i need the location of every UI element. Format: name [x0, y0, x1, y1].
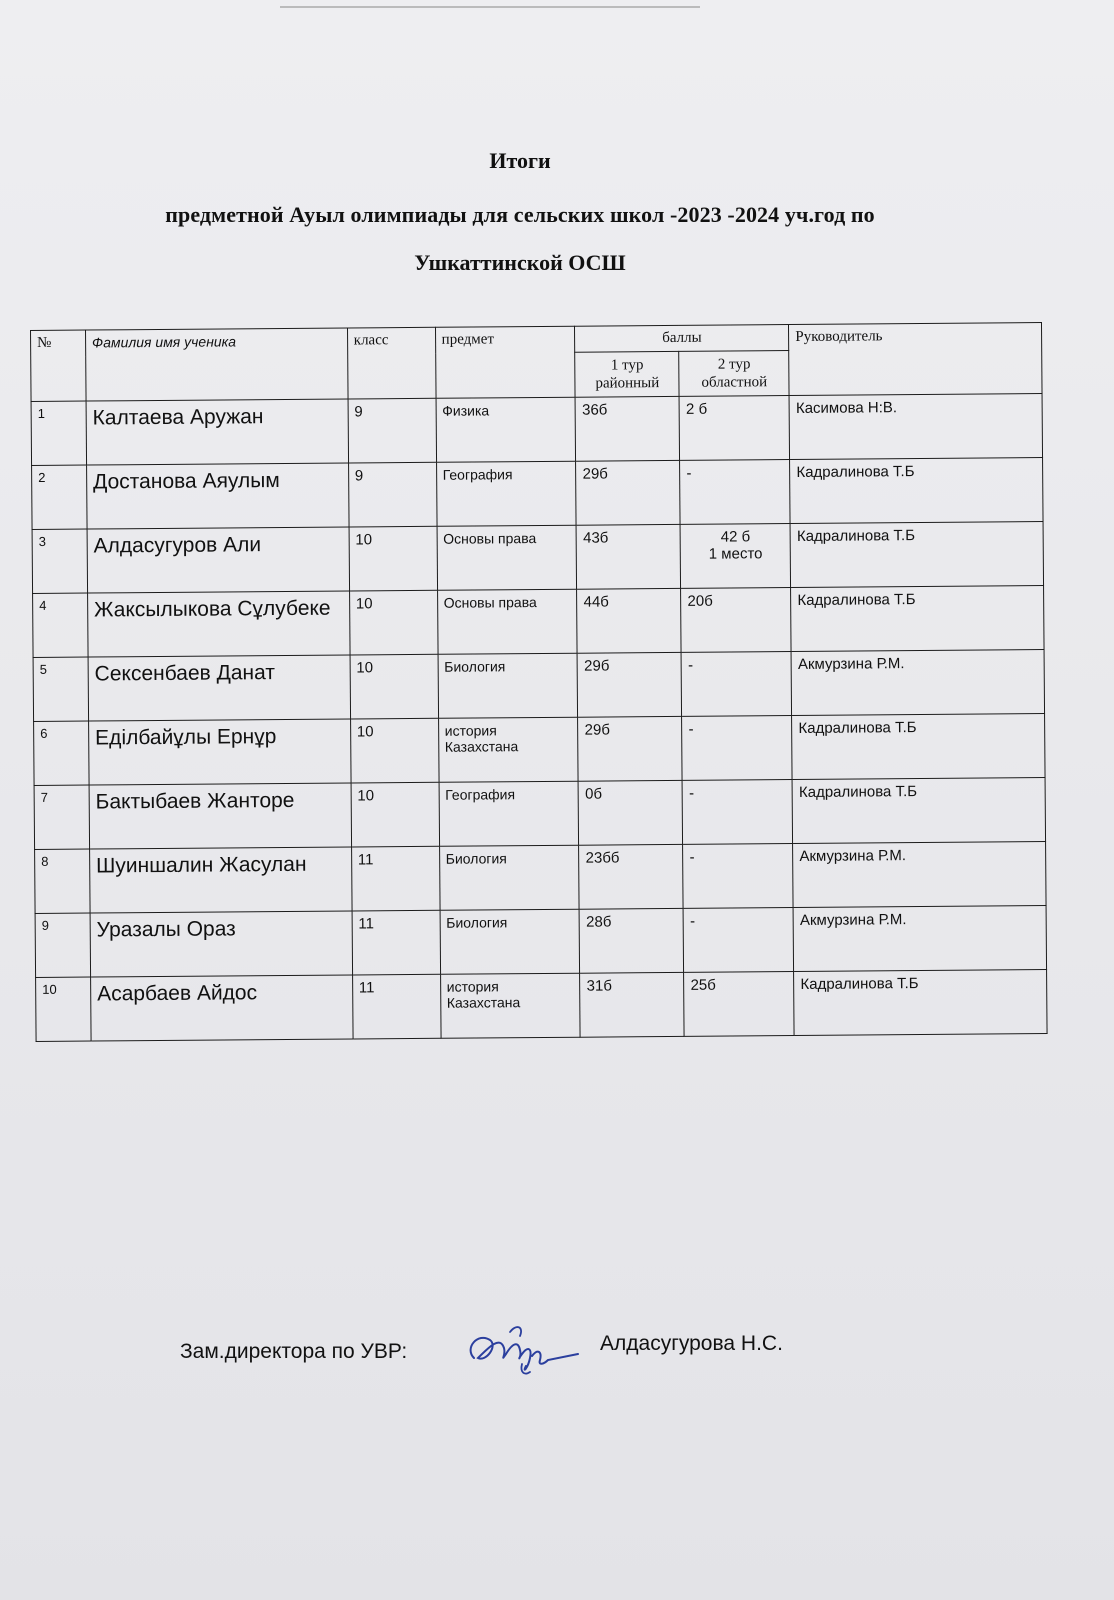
header-leader: Руководитель	[789, 323, 1042, 396]
header-name: Фамилия имя ученика	[85, 328, 347, 401]
header-num: №	[31, 330, 86, 401]
round2-score: -	[688, 720, 694, 738]
cell-round2	[680, 460, 790, 525]
cell-leader: Кадралинова Т.Б	[791, 586, 1044, 652]
round2-score: -	[689, 848, 695, 866]
signer-role: Зам.директора по УВР:	[180, 1340, 408, 1363]
cell-round1: 29б	[576, 460, 680, 525]
cell-name: Асарбаев Айдос	[91, 975, 353, 1041]
cell-subject: География	[436, 461, 576, 526]
cell-round2	[683, 908, 793, 973]
title-block	[0, 148, 1040, 276]
cell-num: 6	[34, 721, 89, 785]
cell-num: 10	[36, 977, 91, 1041]
table-row	[32, 522, 1043, 594]
cell-class: 11	[351, 846, 439, 911]
round2-score: 25б	[690, 976, 716, 994]
round2-score: 20б	[687, 592, 713, 610]
cell-class: 11	[352, 910, 440, 975]
table-row	[36, 970, 1047, 1042]
cell-round1: 0б	[578, 780, 682, 845]
cell-name: Алдасугуров Али	[87, 527, 349, 593]
cell-subject: Биология	[440, 909, 580, 974]
cell-name: Калтаева Аружан	[86, 399, 348, 465]
cell-round1: 36б	[575, 396, 679, 461]
cell-leader: Кадралинова Т.Б	[792, 714, 1045, 780]
table-header-row	[31, 323, 1042, 357]
cell-round1: 23бб	[579, 844, 683, 909]
cell-round2	[681, 588, 791, 653]
cell-round2	[682, 780, 792, 845]
cell-name: Уразалы Ораз	[90, 911, 352, 977]
cell-class: 10	[350, 718, 438, 783]
cell-num: 2	[32, 465, 87, 529]
header-scores: баллы	[575, 325, 789, 353]
cell-leader: Кадралинова Т.Б	[790, 458, 1043, 524]
cell-class: 10	[349, 590, 437, 655]
cell-leader: Кадралинова Т.Б	[790, 522, 1043, 588]
signer-name: Алдасугурова Н.С.	[600, 1332, 783, 1355]
cell-round2	[684, 972, 794, 1037]
cell-round1: 43б	[576, 524, 680, 589]
table-row	[31, 394, 1042, 466]
table-row	[34, 714, 1045, 786]
cell-subject: Биология	[438, 653, 578, 718]
cell-subject: Основы права	[437, 589, 577, 654]
cell-round2	[679, 396, 789, 461]
table-row	[32, 458, 1043, 530]
header-class: класс	[347, 327, 435, 399]
document-title: Итоги	[489, 148, 551, 173]
cell-num: 8	[35, 849, 90, 913]
cell-num: 9	[35, 913, 90, 977]
cell-leader: Акмурзина Р.М.	[793, 842, 1046, 908]
cell-subject: история Казахстана	[438, 717, 578, 782]
table-row	[35, 842, 1046, 914]
cell-round2	[683, 844, 793, 909]
cell-subject: история Казахстана	[440, 973, 580, 1038]
document-subtitle: предметной Ауыл олимпиады для сельских школ -2023 -2024 уч.год по	[165, 202, 875, 227]
cell-class: 10	[350, 654, 438, 719]
cell-num: 5	[33, 657, 88, 721]
round2-score: -	[686, 464, 692, 482]
cell-num: 1	[31, 401, 86, 465]
cell-subject: Основы права	[437, 525, 577, 590]
cell-num: 7	[34, 785, 89, 849]
cell-subject: География	[439, 781, 579, 846]
cell-round1: 29б	[577, 652, 681, 717]
cell-round2	[681, 652, 791, 717]
cell-round1: 44б	[577, 588, 681, 653]
cell-num: 4	[33, 593, 88, 657]
cell-round1: 31б	[580, 972, 684, 1037]
cell-round2	[682, 716, 792, 781]
cell-class: 10	[351, 782, 439, 847]
cell-round1: 28б	[580, 908, 684, 973]
cell-name: Еділбайұлы Ернұр	[88, 719, 350, 785]
round2-score: 2 б	[685, 400, 708, 418]
cell-leader: Акмурзина Р.М.	[793, 906, 1046, 972]
cell-round1: 29б	[578, 716, 682, 781]
cell-leader: Касимова Н:В.	[789, 394, 1042, 460]
cell-name: Бактыбаев Жанторе	[89, 783, 351, 849]
table-row	[33, 586, 1044, 658]
table-row	[34, 778, 1045, 850]
round2-score: -	[688, 784, 695, 802]
cell-name: Жаксылыкова Сұлубеке	[87, 591, 349, 657]
cell-class: 9	[348, 398, 436, 463]
page-edge-artifact	[280, 0, 700, 8]
round2-score: -	[687, 656, 694, 674]
cell-leader: Акмурзина Р.М.	[791, 650, 1044, 716]
cell-name: Сексенбаев Данат	[88, 655, 350, 721]
cell-round2	[680, 524, 790, 589]
cell-num: 3	[32, 529, 87, 593]
cell-name: Шуиншалин Жасулан	[90, 847, 352, 913]
cell-subject: Физика	[436, 397, 576, 462]
cell-class: 11	[352, 974, 440, 1039]
school-name: Ушкаттинской ОСШ	[414, 250, 626, 275]
round2-place: 1 место	[708, 545, 763, 563]
cell-subject: Биология	[439, 845, 579, 910]
header-round2: 2 тур областной	[679, 351, 789, 397]
round2-score: 42 б	[720, 528, 751, 546]
cell-class: 9	[348, 462, 436, 527]
cell-name: Достанова Аяулым	[86, 463, 348, 529]
cell-class: 10	[349, 526, 437, 591]
header-round1: 1 тур районный	[575, 351, 679, 397]
cell-leader: Кадралинова Т.Б	[794, 970, 1047, 1036]
results-table	[30, 322, 1048, 1042]
handwritten-signature	[460, 1318, 580, 1380]
table-row	[35, 906, 1046, 978]
cell-leader: Кадралинова Т.Б	[792, 778, 1045, 844]
table-row	[33, 650, 1044, 722]
round2-score: -	[689, 912, 696, 930]
header-subject: предмет	[435, 326, 575, 398]
